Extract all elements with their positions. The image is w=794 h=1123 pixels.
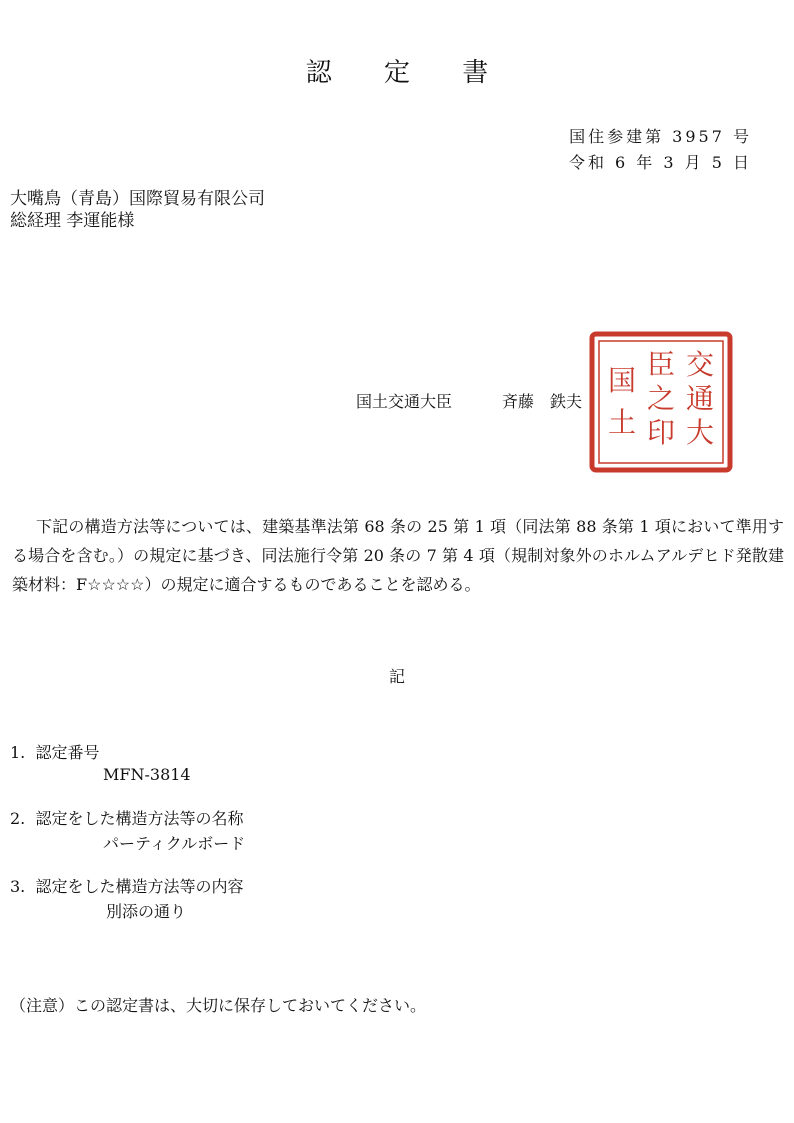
item-1-label: 認定番号 bbox=[35, 743, 100, 762]
seal-characters bbox=[608, 348, 714, 449]
seal-char: 通 bbox=[685, 382, 715, 415]
item-2-heading bbox=[10, 806, 243, 829]
item-1-number: 1. bbox=[10, 743, 26, 762]
reference-number: 国住参建第 3957 号 bbox=[569, 127, 752, 146]
addressee-company: 大嘴鳥（青島）国際貿易有限公司 bbox=[10, 189, 265, 209]
seal-char: 大 bbox=[685, 416, 715, 449]
sender-title: 国土交通大臣 bbox=[356, 392, 453, 411]
addressee-person: 総経理 李運能様 bbox=[10, 211, 135, 231]
certification-body: 下記の構造方法等については、建築基準法第 68 条の 25 第 1 項（同法第 88 条第 1 項において準用する場合を含む。）の規定に基づき、同法施行令第 20 条の 7 第 4 項（規制対象外のホルムアルデヒド発散建築材料：F☆☆☆☆）の規定に適合するものであることを認める。 bbox=[12, 517, 784, 594]
sender-name: 斉藤 鉄夫 bbox=[502, 392, 583, 411]
seal-char: 臣 bbox=[646, 348, 676, 381]
sender-line bbox=[356, 389, 582, 412]
item-3-value: 別添の通り bbox=[106, 902, 187, 921]
seal-char: 印 bbox=[646, 416, 676, 449]
item-3-number: 3. bbox=[10, 877, 26, 896]
issue-date: 令和 6 年 3 月 5 日 bbox=[568, 153, 752, 172]
seal-char: 之 bbox=[646, 382, 676, 415]
seal-char: 土 bbox=[607, 406, 637, 439]
item-3-label: 認定をした構造方法等の内容 bbox=[35, 877, 244, 896]
item-1-heading bbox=[10, 740, 99, 763]
ki-heading: 記 bbox=[388, 667, 405, 686]
seal-char: 交 bbox=[685, 348, 715, 381]
official-seal bbox=[584, 328, 738, 476]
item-2-number: 2. bbox=[10, 809, 26, 828]
item-2-value: パーティクルボード bbox=[103, 834, 246, 853]
document-title: 認 定 書 bbox=[305, 58, 511, 88]
item-2-label: 認定をした構造方法等の名称 bbox=[35, 809, 244, 828]
caution-note: （注意）この認定書は、大切に保存しておいてください。 bbox=[10, 996, 427, 1015]
item-1-value: MFN-3814 bbox=[103, 765, 191, 784]
seal-char: 国 bbox=[607, 364, 637, 397]
item-3-heading bbox=[10, 874, 243, 897]
